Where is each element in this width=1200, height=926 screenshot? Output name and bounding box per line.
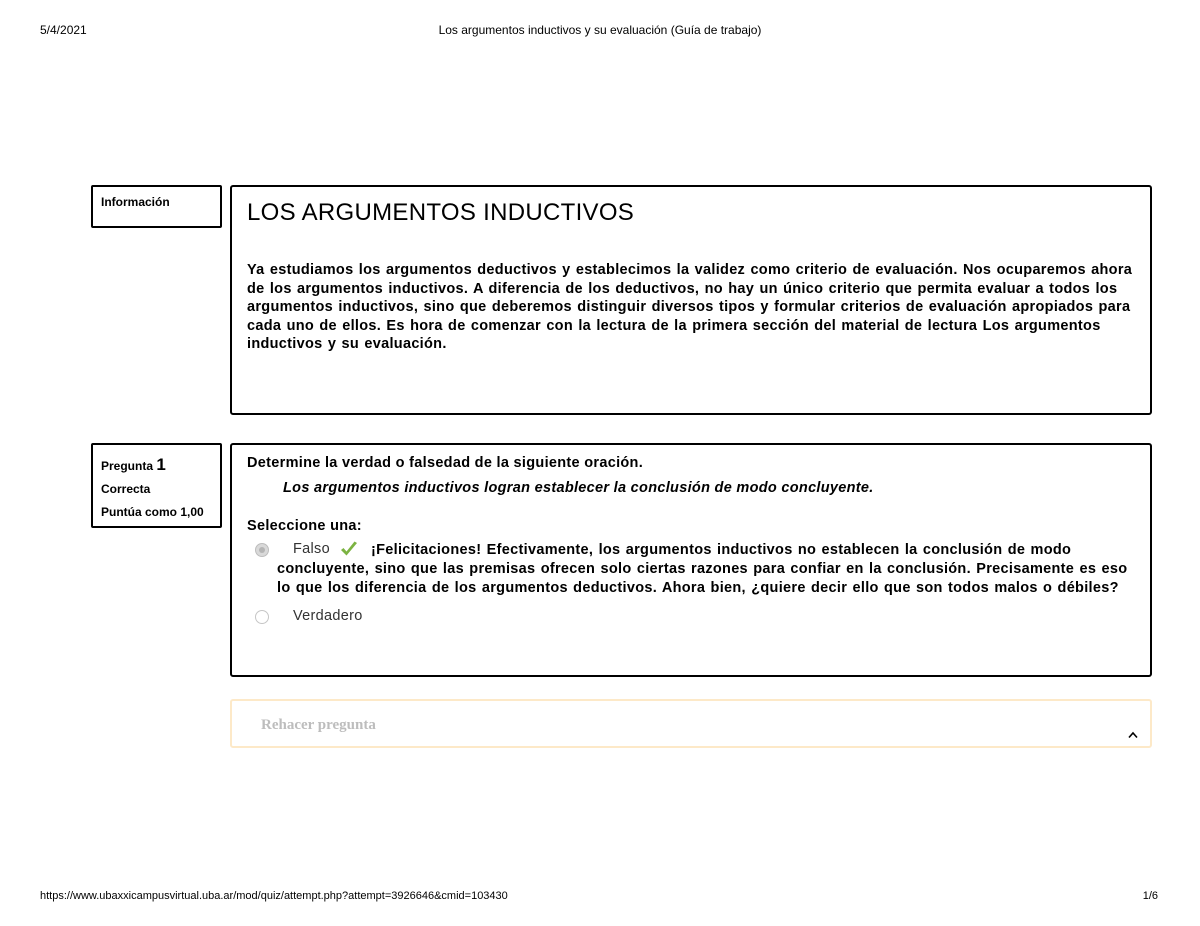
answer-feedback: ¡Felicitaciones! Efectivamente, los argumentos inductivos no establecen la conclusión de modo concluyente, sino que las premisas ofrecen solo ciertas razones para confiar en la conclusión. Precisamente es eso lo que los diferencia de los argumentos deductivos. Ahora bien, ¿quiere decir ello que son todos malos o débiles? [277,542,1128,596]
radio-falso[interactable] [255,543,269,557]
info-side-label: Información [101,195,170,209]
check-icon [339,539,359,559]
question-number: 1 [156,455,166,474]
answer-option-falso[interactable] [247,541,1135,598]
question-status: Correcta [101,482,151,496]
question-score: Puntúa como 1,00 [101,505,204,519]
answer-label-falso[interactable]: Falso [293,541,330,557]
print-page-number: 1/6 [1142,890,1158,902]
info-heading: LOS ARGUMENTOS INDUCTIVOS [247,199,635,226]
radio-verdadero[interactable] [255,610,269,624]
question-statement: Los argumentos inductivos logran establecer la conclusión de modo concluyente. [283,480,874,496]
chevron-up-icon[interactable] [1128,731,1138,739]
answer-option-verdadero[interactable] [247,608,1135,628]
question-content-box [230,443,1152,677]
info-content-box [230,185,1152,415]
redo-question-button[interactable]: Rehacer pregunta [261,717,376,733]
redo-question-box[interactable] [230,699,1152,748]
question-prompt: Determine la verdad o falsedad de la siguiente oración. [247,455,644,471]
info-side-box [91,185,222,228]
question-info-box [91,443,222,528]
info-body: Ya estudiamos los argumentos deductivos y establecimos la validez como criterio de evaluación. Nos ocuparemos ahora de los argumentos inductivos. A diferencia de los deductivos, no hay un único criterio que permita evaluar a todos los argumentos inductivos, sino que deberemos distinguir diversos tipos y formular criterios de evaluación apropiados para cada uno de ellos. Es hora de comenzar con la lectura de la primera sección del material de lectura Los argumentos inductivos y su evaluación. [247,262,1133,352]
print-footer-url: https://www.ubaxxicampusvirtual.uba.ar/mod/quiz/attempt.php?attempt=3926646&cmid=103430 [40,890,508,902]
question-number-line [101,453,212,478]
answer-label-verdadero[interactable]: Verdadero [293,608,363,624]
select-one-label: Seleccione una: [247,518,362,534]
question-label: Pregunta [101,459,154,473]
print-title: Los argumentos inductivos y su evaluación (Guía de trabajo) [438,23,762,37]
print-date: 5/4/2021 [40,23,87,37]
